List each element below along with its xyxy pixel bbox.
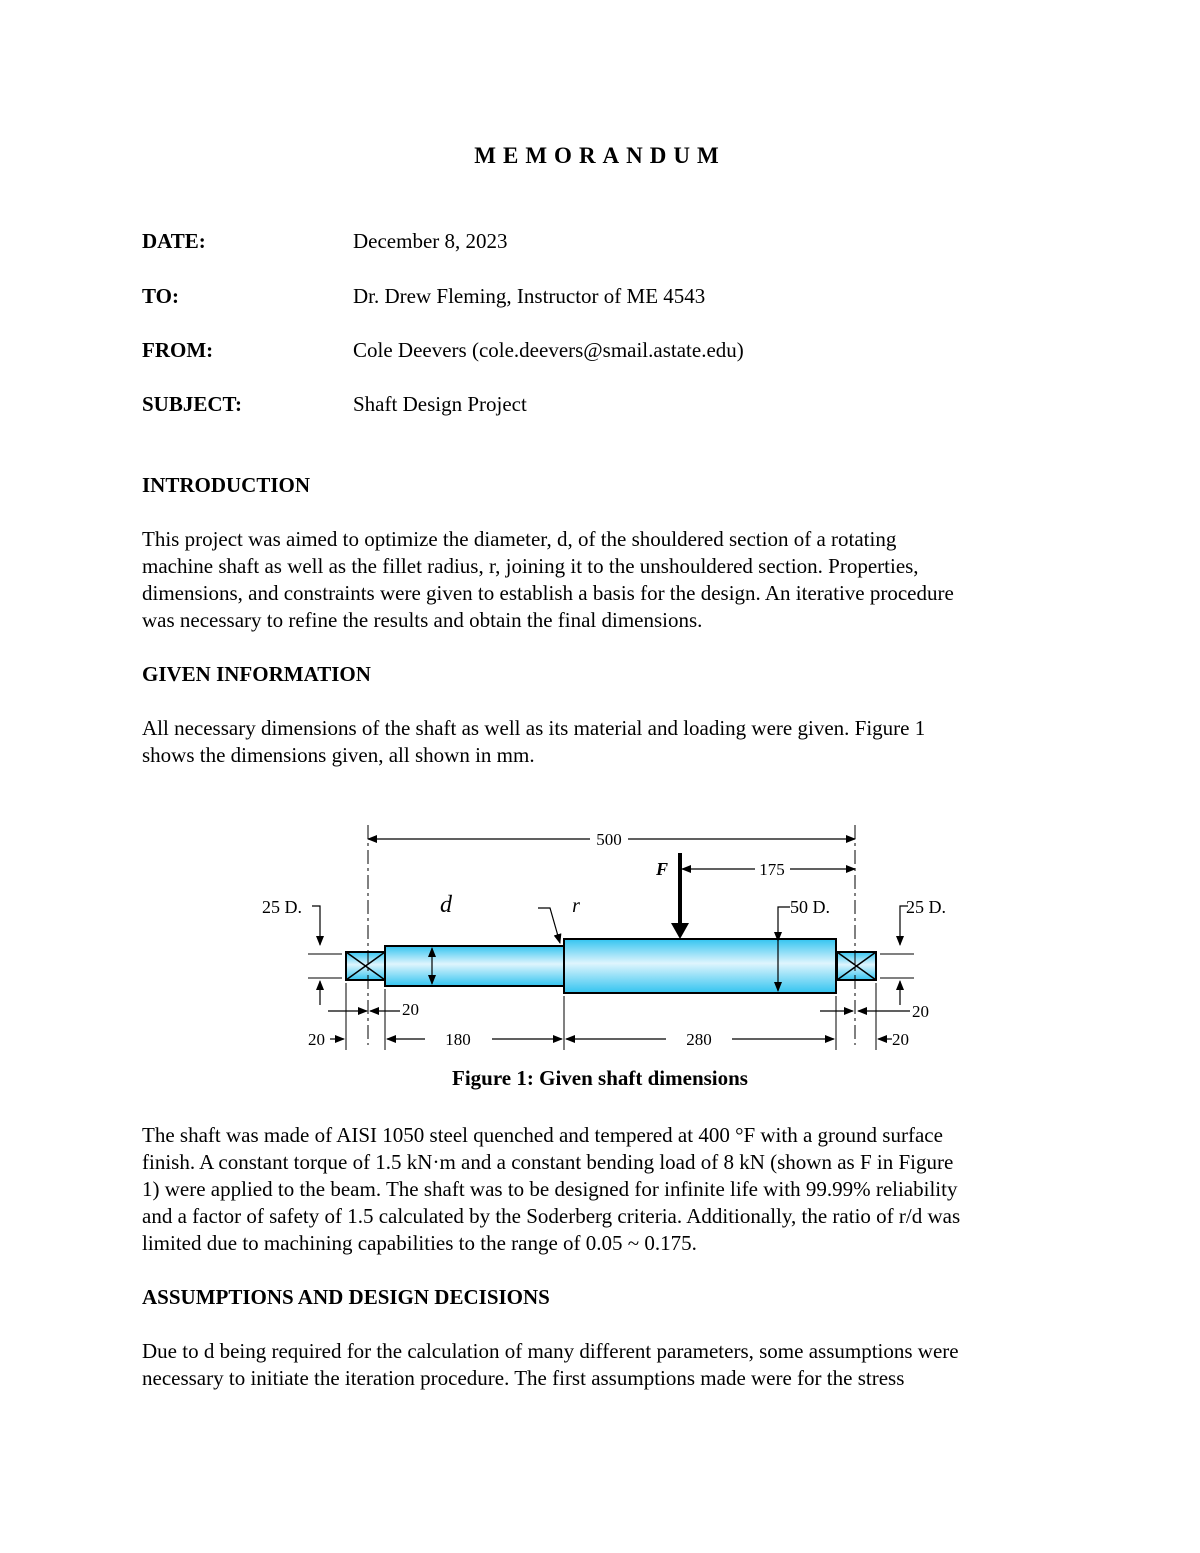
- fillet-label: r: [572, 895, 580, 917]
- paragraph-line: The shaft was made of AISI 1050 steel quenched and tempered at 400 °F with a ground surface: [142, 1123, 943, 1147]
- paragraph-line: dimensions, and constraints were given to establish a basis for the design. An iterative procedure: [142, 581, 954, 605]
- force-label: F: [655, 859, 668, 879]
- dim-180: 180: [445, 1030, 471, 1049]
- dim-left-gap: 20: [402, 1000, 419, 1019]
- to-value: Dr. Drew Fleming, Instructor of ME 4543: [353, 284, 706, 308]
- introduction-heading: INTRODUCTION: [142, 473, 311, 497]
- date-label: DATE:: [142, 229, 206, 253]
- paragraph-line: All necessary dimensions of the shaft as well as its material and loading were given. Figure 1: [142, 716, 926, 740]
- dim-right-gap: 20: [912, 1002, 929, 1021]
- paragraph-line: necessary to initiate the iteration procedure. The first assumptions made were for the stress: [142, 1366, 905, 1390]
- given-paragraph-2: [142, 1122, 1072, 1257]
- dim-right-bearing-width: 20: [892, 1030, 909, 1049]
- memo-title: MEMORANDUM: [474, 143, 726, 168]
- from-label: FROM:: [142, 338, 214, 362]
- paragraph-line: limited due to machining capabilities to the range of 0.05 ~ 0.175.: [142, 1231, 697, 1255]
- shaft-diagram: [250, 815, 970, 1060]
- dim-280: 280: [686, 1030, 712, 1049]
- subject-label: SUBJECT:: [142, 392, 242, 416]
- small-section: [385, 946, 564, 986]
- large-dia-label: 50 D.: [790, 897, 830, 917]
- introduction-paragraph: [142, 526, 1072, 634]
- paragraph-line: machine shaft as well as the fillet radius, r, joining it to the unshouldered section. Properties,: [142, 554, 919, 578]
- given-heading: GIVEN INFORMATION: [142, 662, 371, 686]
- paragraph-line: and a factor of safety of 1.5 calculated by the Soderberg criteria. Additionally, the ratio of r/d was: [142, 1204, 961, 1228]
- assumptions-heading: ASSUMPTIONS AND DESIGN DECISIONS: [142, 1285, 550, 1309]
- paragraph-line: 1) were applied to the beam. The shaft was to be designed for infinite life with 99.99% reliability: [142, 1177, 958, 1201]
- shaft-figure: [250, 815, 970, 1060]
- right-bearing-dia: 25 D.: [906, 897, 946, 917]
- paragraph-line: was necessary to refine the results and obtain the final dimensions.: [142, 608, 703, 632]
- left-bearing: [346, 952, 385, 980]
- large-section: [564, 939, 836, 993]
- from-value: Cole Deevers (cole.deevers@smail.astate.edu): [353, 338, 744, 362]
- paragraph-line: This project was aimed to optimize the diameter, d, of the shouldered section of a rotating: [142, 527, 897, 551]
- subject-value: Shaft Design Project: [353, 392, 527, 416]
- dim-500: 500: [596, 830, 622, 849]
- dim-175: 175: [759, 860, 785, 879]
- right-bearing: [837, 952, 876, 980]
- given-paragraph-1: [142, 715, 1072, 769]
- figure-caption: Figure 1: Given shaft dimensions: [452, 1066, 748, 1090]
- dim-left-bearing-width: 20: [308, 1030, 325, 1049]
- date-value: December 8, 2023: [353, 229, 508, 253]
- small-dia-label: d: [440, 892, 452, 918]
- left-bearing-dia: 25 D.: [262, 897, 302, 917]
- assumptions-paragraph: [142, 1338, 1072, 1392]
- to-label: TO:: [142, 284, 179, 308]
- paragraph-line: Due to d being required for the calculation of many different parameters, some assumptions were: [142, 1339, 959, 1363]
- paragraph-line: shows the dimensions given, all shown in mm.: [142, 743, 535, 767]
- paragraph-line: finish. A constant torque of 1.5 kN·m and a constant bending load of 8 kN (shown as F in Figure: [142, 1150, 954, 1174]
